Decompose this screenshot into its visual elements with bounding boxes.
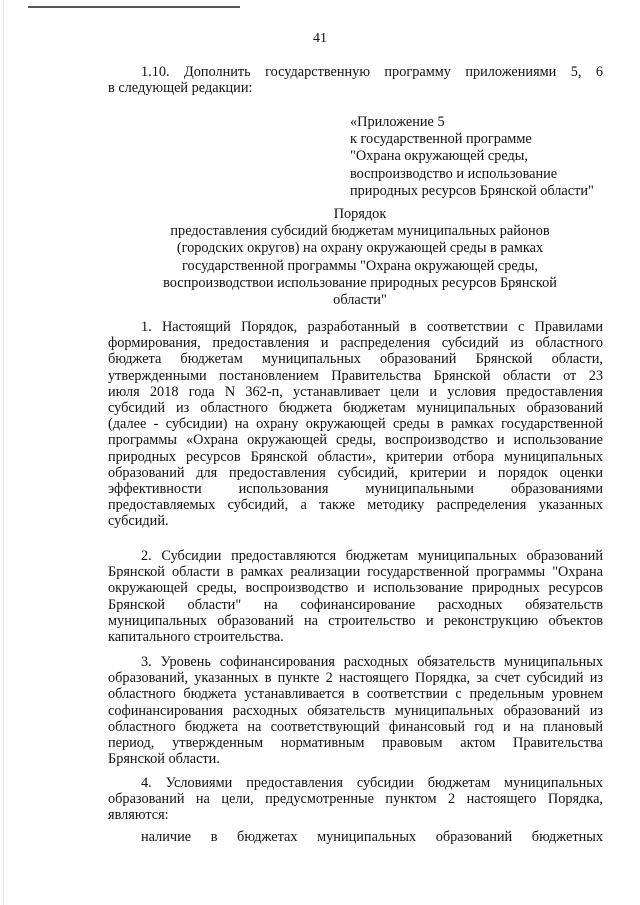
- page-number: 41: [313, 31, 327, 46]
- text-line: муниципальных образований на строительство и реконструкцию объектов: [108, 612, 603, 629]
- document-title: [140, 206, 580, 309]
- text-line: 2. Субсидии предоставляются бюджетам муниципальных образований: [141, 548, 603, 564]
- text-line: бюджета бюджетам муниципальных образований Брянской области,: [108, 351, 603, 368]
- text-line: 3. Уровень софинансирования расходных обязательств муниципальных: [141, 654, 603, 670]
- text-line: капитального строительства.: [108, 629, 284, 646]
- appendix-header: [350, 114, 620, 200]
- text-line: образований для предоставления субсидий, критерии и порядок оценки: [108, 464, 603, 481]
- appendix-line: воспроизводство и использование: [350, 165, 558, 182]
- text-line: Брянской области" на софинансирование расходных обязательств: [108, 596, 603, 613]
- text-line: являются:: [108, 807, 169, 824]
- paragraph-1: [108, 319, 603, 530]
- appendix-line: "Охрана окружающей среды,: [350, 148, 528, 165]
- text-line: окружающей среды, воспроизводство и использование природных ресурсов: [108, 580, 603, 597]
- title-line: государственной программы "Охрана окружающей среды,: [181, 257, 539, 274]
- intro-line-2: в следующей редакции:: [108, 80, 253, 97]
- title-line: (городских округов) на охрану окружающей среды в рамках: [176, 240, 544, 257]
- intro-line-1: 1.10. Дополнить государственную программу приложениями 5, 6: [141, 64, 603, 80]
- text-line: природных ресурсов Брянской области», критерии отбора муниципальных: [108, 448, 603, 465]
- text-line: 1. Настоящий Порядок, разработанный в соответствии с Правилами: [141, 319, 603, 335]
- appendix-line: природных ресурсов Брянской области": [350, 182, 594, 199]
- text-line: субсидий.: [108, 513, 169, 530]
- text-line: предоставляемых субсидий, а также методику распределения указанных: [108, 497, 603, 514]
- text-line: Брянской области.: [108, 751, 220, 768]
- appendix-line: к государственной программе: [350, 131, 532, 148]
- text-line: образований на цели, предусмотренные пунктом 2 настоящего Порядка,: [108, 791, 603, 808]
- title-line: воспроизводствои использование природных ресурсов Брянской: [163, 274, 557, 291]
- title-line: предоставления субсидий бюджетам муниципальных районов: [170, 223, 550, 240]
- paragraph-4: [108, 775, 603, 824]
- title-line: области": [333, 292, 387, 309]
- text-line: период, утвержденным нормативным правовым актом Правительства: [108, 735, 603, 752]
- text-line: утвержденными постановлением Правительства Брянской области от 23: [108, 367, 603, 384]
- text-line: формирования, предоставления и распределения субсидий из областного: [108, 335, 603, 352]
- text-line: 4. Условиями предоставления субсидии бюджетам муниципальных: [141, 775, 603, 791]
- text-line: образований, указанных в пункте 2 настоящего Порядка, за счет субсидий из: [108, 670, 603, 687]
- text-line: (далее - субсидии) на охрану окружающей среды в рамках государственной: [108, 416, 603, 433]
- paragraph-5: [108, 829, 603, 845]
- text-line: эффективности использования муниципальными образованиями: [108, 481, 603, 498]
- text-line: Брянской области в рамках реализации государственной программы "Охрана: [108, 564, 603, 581]
- page-edge: [3, 0, 4, 905]
- text-line: программы «Охрана окружающей среды, воспроизводство и использование: [108, 432, 603, 449]
- text-line: софинансирования расходных обязательств муниципальных образований из: [108, 702, 603, 719]
- intro-paragraph: [108, 64, 603, 96]
- text-line: субсидий из областного бюджета бюджетам муниципальных образований: [108, 400, 603, 417]
- title-heading: Порядок: [333, 206, 387, 222]
- text-line: наличие в бюджетах муниципальных образований бюджетных: [141, 829, 603, 845]
- text-line: июля 2018 года N 362-п, устанавливает цели и условия предоставления: [108, 383, 603, 400]
- appendix-line: «Приложение 5: [350, 114, 445, 130]
- paragraph-2: [108, 548, 603, 645]
- paragraph-3: [108, 654, 603, 767]
- text-line: областного бюджета устанавливается в соответствии с предельным уровнем: [108, 686, 603, 703]
- text-line: областного бюджета на соответствующий финансовый год и на плановый: [108, 718, 603, 735]
- top-rule: [28, 6, 240, 8]
